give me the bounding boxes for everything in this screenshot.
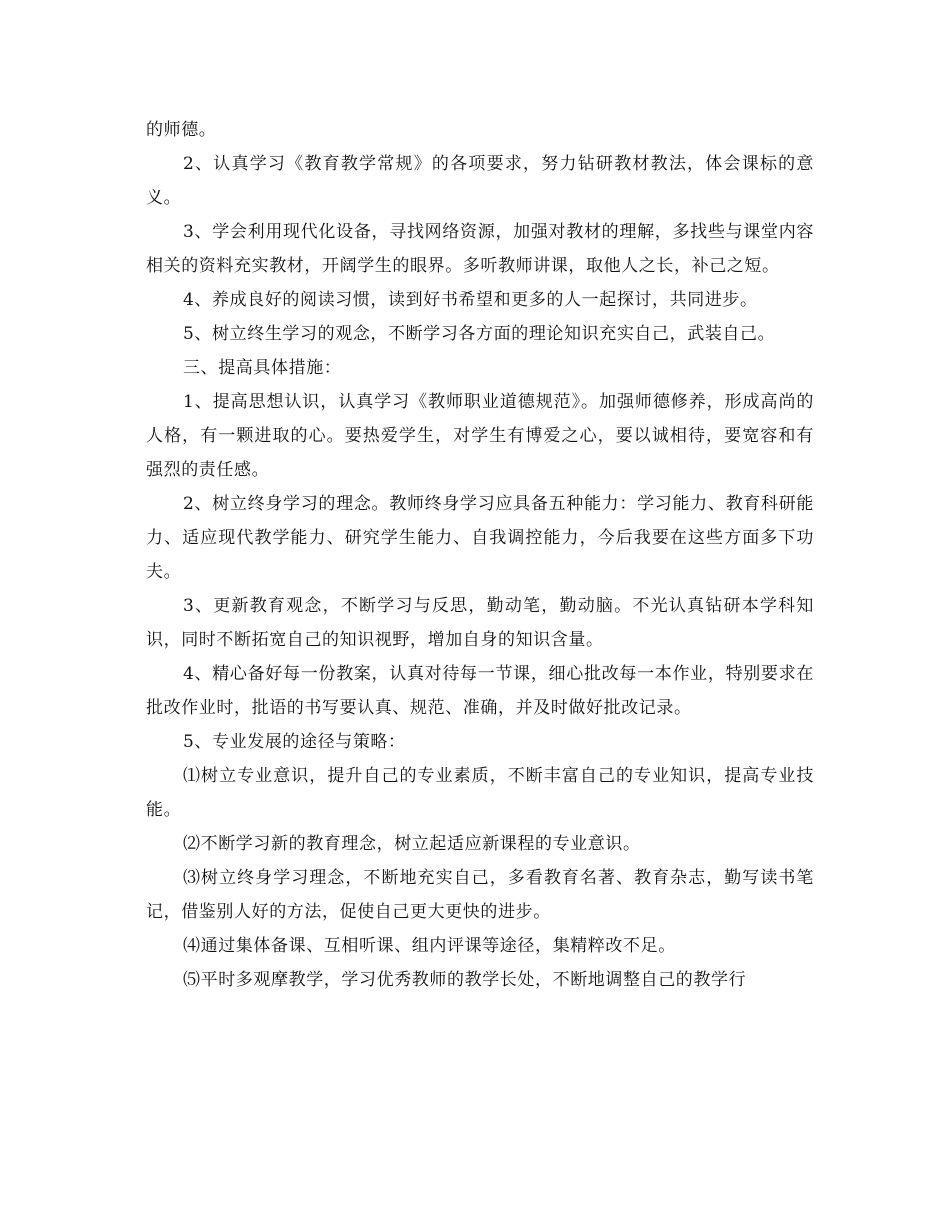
paragraph-item: 4、精心备好每一份教案，认真对待每一节课，细心批改每一本作业，特别要求在批改作业时，批语的书写要认真、规范、准确，并及时做好批改记录。 [146,664,814,718]
sub-item: ⑵不断学习新的教育理念，树立起适应新课程的专业意识。 [183,834,641,854]
paragraph-item: 2、认真学习《教育教学常规》的各项要求，努力钻研教材教法，体会课标的意义。 [146,154,814,208]
paragraph-continuation: 的师德。 [146,120,217,140]
paragraph-item: 5、树立终生学习的观念，不断学习各方面的理论知识充实自己，武装自己。 [183,324,776,344]
sub-item: ⑴树立专业意识，提升自己的专业素质，不断丰富自己的专业知识，提高专业技能。 [146,766,814,820]
paragraph-item: 5、专业发展的途径与策略： [183,732,406,752]
document-body [146,113,814,997]
paragraph-item: 3、学会利用现代化设备，寻找网络资源，加强对教材的理解，多找些与课堂内容相关的资料充实教材，开阔学生的眼界。多听教师讲课，取他人之长，补己之短。 [146,222,814,276]
paragraph-item: 4、养成良好的阅读习惯，读到好书希望和更多的人一起探讨，共同进步。 [183,290,758,310]
paragraph-item: 2、树立终身学习的理念。教师终身学习应具备五种能力：学习能力、教育科研能力、适应现代教学能力、研究学生能力、自我调控能力，今后我要在这些方面多下功夫。 [146,494,814,582]
sub-item: ⑶树立终身学习理念，不断地充实自己，多看教育名著、教育杂志，勤写读书笔记，借鉴别人好的方法，促使自己更大更快的进步。 [146,868,814,922]
sub-item: ⑸平时多观摩教学，学习优秀教师的教学长处，不断地调整自己的教学行 [183,970,747,990]
paragraph-item: 1、提高思想认识，认真学习《教师职业道德规范》。加强师德修养，形成高尚的人格，有一颗进取的心。要热爱学生，对学生有博爱之心，要以诚相待，要宽容和有强烈的责任感。 [146,392,814,480]
paragraph-item: 3、更新教育观念，不断学习与反思，勤动笔，勤动脑。不光认真钻研本学科知识，同时不断拓宽自己的知识视野，增加自身的知识含量。 [146,596,814,650]
section-heading: 三、提高具体措施： [183,358,342,378]
sub-item: ⑷通过集体备课、互相听课、组内评课等途径，集精粹改不足。 [183,936,676,956]
